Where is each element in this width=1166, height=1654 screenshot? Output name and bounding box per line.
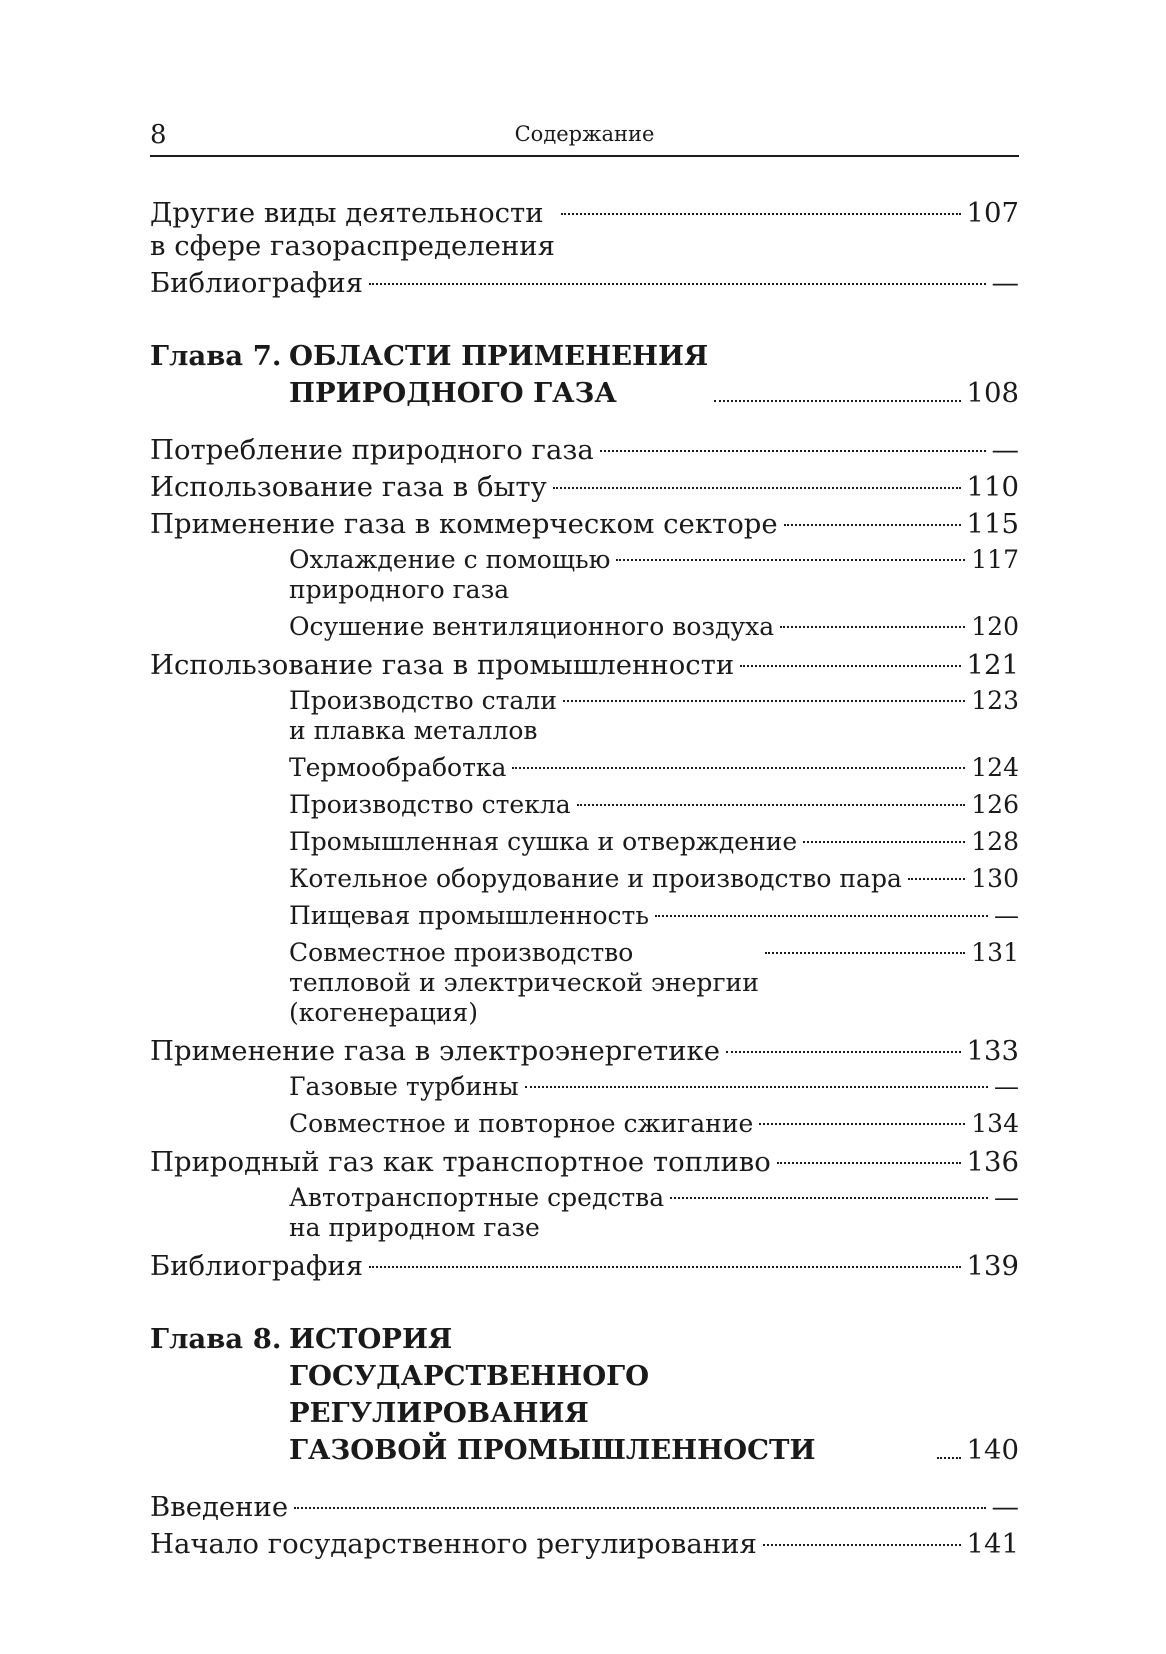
- dot-leader: [908, 878, 965, 880]
- toc-entry-title-line: Природный газ как транспортное топливо: [150, 1146, 771, 1178]
- toc-entry-title-line: Совместное производство: [289, 938, 634, 967]
- toc-entry[interactable]: [150, 1528, 1019, 1561]
- toc-entry-title-line: на природном газе: [289, 1213, 540, 1242]
- toc-entry-title-line: природного газа: [289, 575, 510, 604]
- toc-page-number: 123: [971, 686, 1019, 715]
- toc-entry-title: [289, 686, 557, 746]
- chapter-title-line: ПРИРОДНОГО ГАЗА: [289, 377, 617, 409]
- toc-entry-title: [150, 1146, 771, 1179]
- toc-entry-title-line: в сфере газораспределения: [150, 230, 555, 262]
- chapter-page-number: 108: [966, 377, 1019, 409]
- toc-entry-title: [150, 1491, 288, 1524]
- toc-entry-title-line: Использование газа в промышленности: [150, 649, 735, 681]
- dot-leader: [655, 915, 988, 917]
- toc-entry-title-line: Применение газа в электроэнергетике: [150, 1035, 721, 1067]
- toc-entry-title: [150, 508, 778, 541]
- toc-entry-title: [289, 864, 902, 894]
- chapter-title: [289, 338, 708, 412]
- toc-page-number: 131: [971, 938, 1019, 967]
- toc-page-number: 107: [966, 197, 1019, 229]
- toc-page-number: —: [991, 434, 1019, 466]
- toc-entry-title: [289, 827, 797, 857]
- dot-leader: [780, 626, 965, 628]
- dot-leader: [563, 700, 965, 702]
- toc-entry[interactable]: [150, 612, 1019, 642]
- dot-leader: [294, 1507, 985, 1509]
- dot-leader: [784, 524, 961, 526]
- chapter-heading[interactable]: [150, 1321, 1019, 1469]
- table-of-contents: [150, 197, 1019, 1561]
- toc-entry[interactable]: [150, 1109, 1019, 1139]
- toc-page-number: 134: [971, 1109, 1019, 1138]
- toc-entry-title: [289, 545, 610, 605]
- dot-leader: [369, 283, 985, 285]
- dot-leader: [525, 1086, 988, 1088]
- toc-page-number: 141: [966, 1528, 1019, 1560]
- chapter-label: Глава 8.: [150, 1323, 282, 1355]
- toc-entry-title: [150, 434, 594, 467]
- toc-page-number: 136: [966, 1146, 1019, 1178]
- dot-leader: [561, 213, 961, 215]
- dot-leader: [740, 665, 960, 667]
- toc-entry-title: [289, 1109, 753, 1139]
- toc-page-number: 126: [971, 790, 1019, 819]
- toc-page-number: 115: [966, 508, 1019, 540]
- toc-entry[interactable]: [150, 827, 1019, 857]
- toc-entry-title-line: тепловой и электрической энергии: [289, 968, 759, 997]
- page: [150, 110, 1019, 1565]
- toc-entry[interactable]: [150, 1072, 1019, 1102]
- chapter-label: Глава 7.: [150, 340, 282, 372]
- toc-entry-title-line: Осушение вентиляционного воздуха: [289, 612, 775, 641]
- dot-leader: [937, 1457, 961, 1459]
- toc-entry-title-line: Применение газа в коммерческом секторе: [150, 508, 778, 540]
- toc-entry-title: [289, 938, 759, 1028]
- page-number: 8: [150, 120, 167, 150]
- toc-page-number: 139: [966, 1250, 1019, 1282]
- dot-leader: [616, 559, 965, 561]
- toc-entry-title: [150, 1035, 720, 1068]
- toc-entry[interactable]: [150, 545, 1019, 605]
- dot-leader: [600, 450, 986, 452]
- toc-entry[interactable]: [150, 508, 1019, 541]
- toc-entry[interactable]: [150, 1146, 1019, 1179]
- toc-entry[interactable]: [150, 1035, 1019, 1068]
- toc-entry-title-line: Производство стекла: [289, 790, 571, 819]
- chapter-page-number: 140: [966, 1434, 1019, 1466]
- toc-entry-title-line: Производство стали: [289, 686, 557, 715]
- toc-entry-title: [289, 901, 649, 931]
- toc-entry-title: [289, 753, 506, 783]
- dot-leader: [512, 767, 965, 769]
- dot-leader: [670, 1197, 988, 1199]
- toc-entry-title-line: Библиография: [150, 1250, 364, 1282]
- toc-entry-title-line: (когенерация): [289, 998, 478, 1027]
- toc-entry[interactable]: [150, 649, 1019, 682]
- dot-leader: [765, 952, 965, 954]
- toc-entry-title-line: Начало государственного регулирования: [150, 1528, 757, 1560]
- toc-entry-title: [289, 790, 571, 820]
- toc-entry-title: [150, 197, 555, 263]
- toc-entry-title-line: Термообработка: [289, 753, 507, 782]
- page-header: [150, 110, 1019, 157]
- toc-entry-title-line: Совместное и повторное сжигание: [289, 1109, 754, 1138]
- toc-page-number: —: [991, 1491, 1019, 1523]
- toc-entry[interactable]: [150, 267, 1019, 300]
- toc-entry-title: [150, 649, 734, 682]
- toc-page-number: —: [991, 267, 1019, 299]
- chapter-title-line: ГОСУДАРСТВЕННОГО РЕГУЛИРОВАНИЯ: [289, 1360, 650, 1429]
- toc-page-number: 120: [971, 612, 1019, 641]
- toc-entry-title-line: Охлаждение с помощью: [289, 545, 611, 574]
- toc-entry-title: [150, 267, 363, 300]
- toc-page-number: 124: [971, 753, 1019, 782]
- dot-leader: [777, 1162, 961, 1164]
- dot-leader: [763, 1544, 961, 1546]
- dot-leader: [726, 1051, 960, 1053]
- toc-entry-title: [150, 1528, 757, 1561]
- toc-entry-title: [289, 1072, 519, 1102]
- toc-entry-title: [150, 1250, 363, 1283]
- chapter-title: [289, 1321, 931, 1469]
- toc-entry-title-line: Использование газа в быту: [150, 471, 547, 503]
- toc-entry[interactable]: [150, 901, 1019, 931]
- toc-page-number: —: [994, 1183, 1019, 1212]
- dot-leader: [369, 1266, 960, 1268]
- dot-leader: [714, 400, 960, 402]
- toc-entry-title: [289, 612, 774, 642]
- toc-entry[interactable]: [150, 1250, 1019, 1283]
- toc-entry-title-line: Газовые турбины: [289, 1072, 519, 1101]
- chapter-title-line: ГАЗОВОЙ ПРОМЫШЛЕННОСТИ: [289, 1434, 816, 1466]
- toc-entry-title-line: Промышленная сушка и отверждение: [289, 827, 798, 856]
- chapter-title-line: ОБЛАСТИ ПРИМЕНЕНИЯ: [289, 340, 709, 372]
- toc-entry-title-line: Котельное оборудование и производство пара: [289, 864, 902, 893]
- toc-entry-title-line: и плавка металлов: [289, 716, 538, 745]
- toc-entry[interactable]: [150, 1183, 1019, 1243]
- chapter-heading[interactable]: [150, 338, 1019, 412]
- toc-page-number: 130: [971, 864, 1019, 893]
- toc-page-number: 133: [966, 1035, 1019, 1067]
- toc-page-number: —: [994, 1072, 1019, 1101]
- toc-entry-title-line: Автотранспортные средства: [289, 1183, 665, 1212]
- toc-entry[interactable]: [150, 790, 1019, 820]
- dot-leader: [759, 1123, 965, 1125]
- toc-entry[interactable]: [150, 434, 1019, 467]
- toc-entry-title-line: Пищевая промышленность: [289, 901, 649, 930]
- toc-entry[interactable]: [150, 864, 1019, 894]
- toc-page-number: 110: [966, 471, 1019, 503]
- chapter-title-line: ИСТОРИЯ: [289, 1323, 453, 1355]
- toc-entry[interactable]: [150, 753, 1019, 783]
- dot-leader: [553, 487, 961, 489]
- dot-leader: [577, 804, 966, 806]
- toc-entry-title: [289, 1183, 664, 1243]
- toc-entry-title-line: Библиография: [150, 267, 364, 299]
- toc-entry-title-line: Потребление природного газа: [150, 434, 594, 466]
- toc-page-number: 128: [971, 827, 1019, 856]
- toc-entry[interactable]: [150, 197, 1019, 263]
- toc-entry[interactable]: [150, 938, 1019, 1028]
- toc-entry-title-line: Введение: [150, 1491, 289, 1523]
- toc-page-number: 117: [971, 545, 1019, 574]
- toc-page-number: —: [994, 901, 1019, 930]
- running-title: Содержание: [514, 122, 655, 146]
- toc-entry[interactable]: [150, 1491, 1019, 1524]
- toc-entry-title-line: Другие виды деятельности: [150, 197, 544, 229]
- dot-leader: [803, 841, 965, 843]
- toc-entry[interactable]: [150, 686, 1019, 746]
- toc-entry[interactable]: [150, 471, 1019, 504]
- toc-entry-title: [150, 471, 547, 504]
- toc-page-number: 121: [966, 649, 1019, 681]
